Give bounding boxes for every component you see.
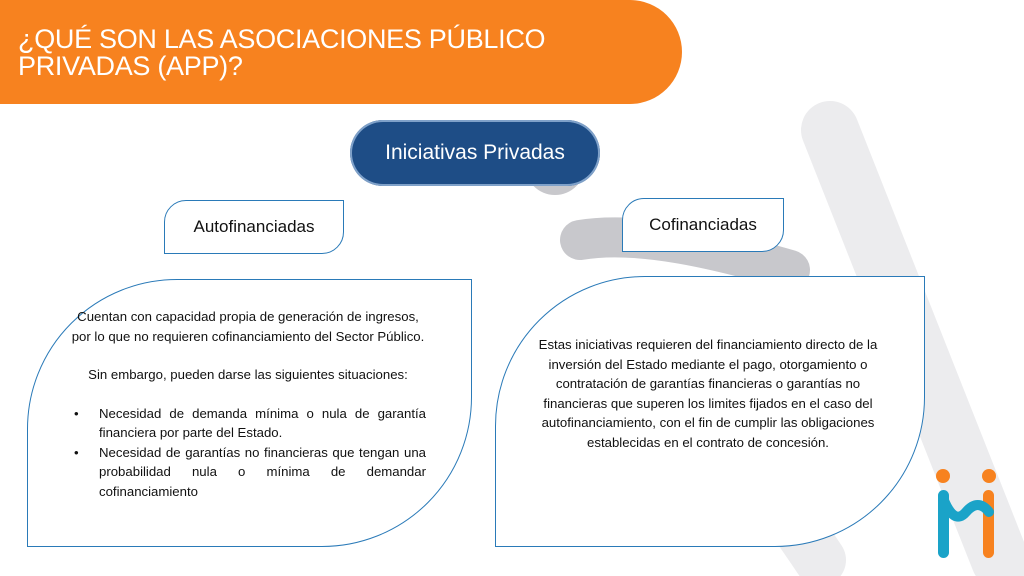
autofinanciadas-bullet-list xyxy=(70,404,426,502)
main-node-label: Iniciativas Privadas xyxy=(385,141,565,164)
card-cofinanciadas-content: Estas iniciativas requieren del financiamiento directo de la inversión del Estado mediante el pago, otorgamiento o contratación de garantías financieras o garantías no financieras que superen los limites fijados en el caso del autofinanciamiento, con el fin de cumplir las obligaciones establecidas en el contrato de concesión. xyxy=(538,337,878,450)
brand-logo-icon xyxy=(930,466,1002,564)
list-item xyxy=(70,443,426,502)
tag-autofinanciadas xyxy=(164,200,344,254)
list-item-text: Necesidad de garantías no financieras que tengan una probabilidad nula o mínima de demandar cofinanciamiento xyxy=(99,444,426,499)
tag-cofinanciadas-label: Cofinanciadas xyxy=(649,215,757,234)
tag-autofinanciadas-label: Autofinanciadas xyxy=(193,217,315,236)
list-item-text: Necesidad de demanda mínima o nula de garantía financiera por parte del Estado. xyxy=(99,405,426,440)
card-autofinanciadas-content xyxy=(70,307,426,501)
page-title xyxy=(18,26,658,80)
title-line-2: PRIVADAS (APP)? xyxy=(18,51,243,81)
bullet-icon: • xyxy=(74,405,79,421)
autofinanciadas-paragraph-2: Sin embargo, pueden darse las siguientes situaciones: xyxy=(88,367,408,382)
main-node-iniciativas-privadas xyxy=(350,120,600,186)
title-banner xyxy=(0,0,682,104)
list-item xyxy=(70,404,426,443)
tag-cofinanciadas xyxy=(622,198,784,252)
autofinanciadas-paragraph-1: Cuentan con capacidad propia de generación de ingresos, por lo que no requieren cofinanciamiento del Sector Público. xyxy=(71,309,425,344)
bullet-icon: • xyxy=(74,444,79,460)
title-line-1: ¿QUÉ SON LAS ASOCIACIONES PÚBLICO xyxy=(18,24,546,54)
